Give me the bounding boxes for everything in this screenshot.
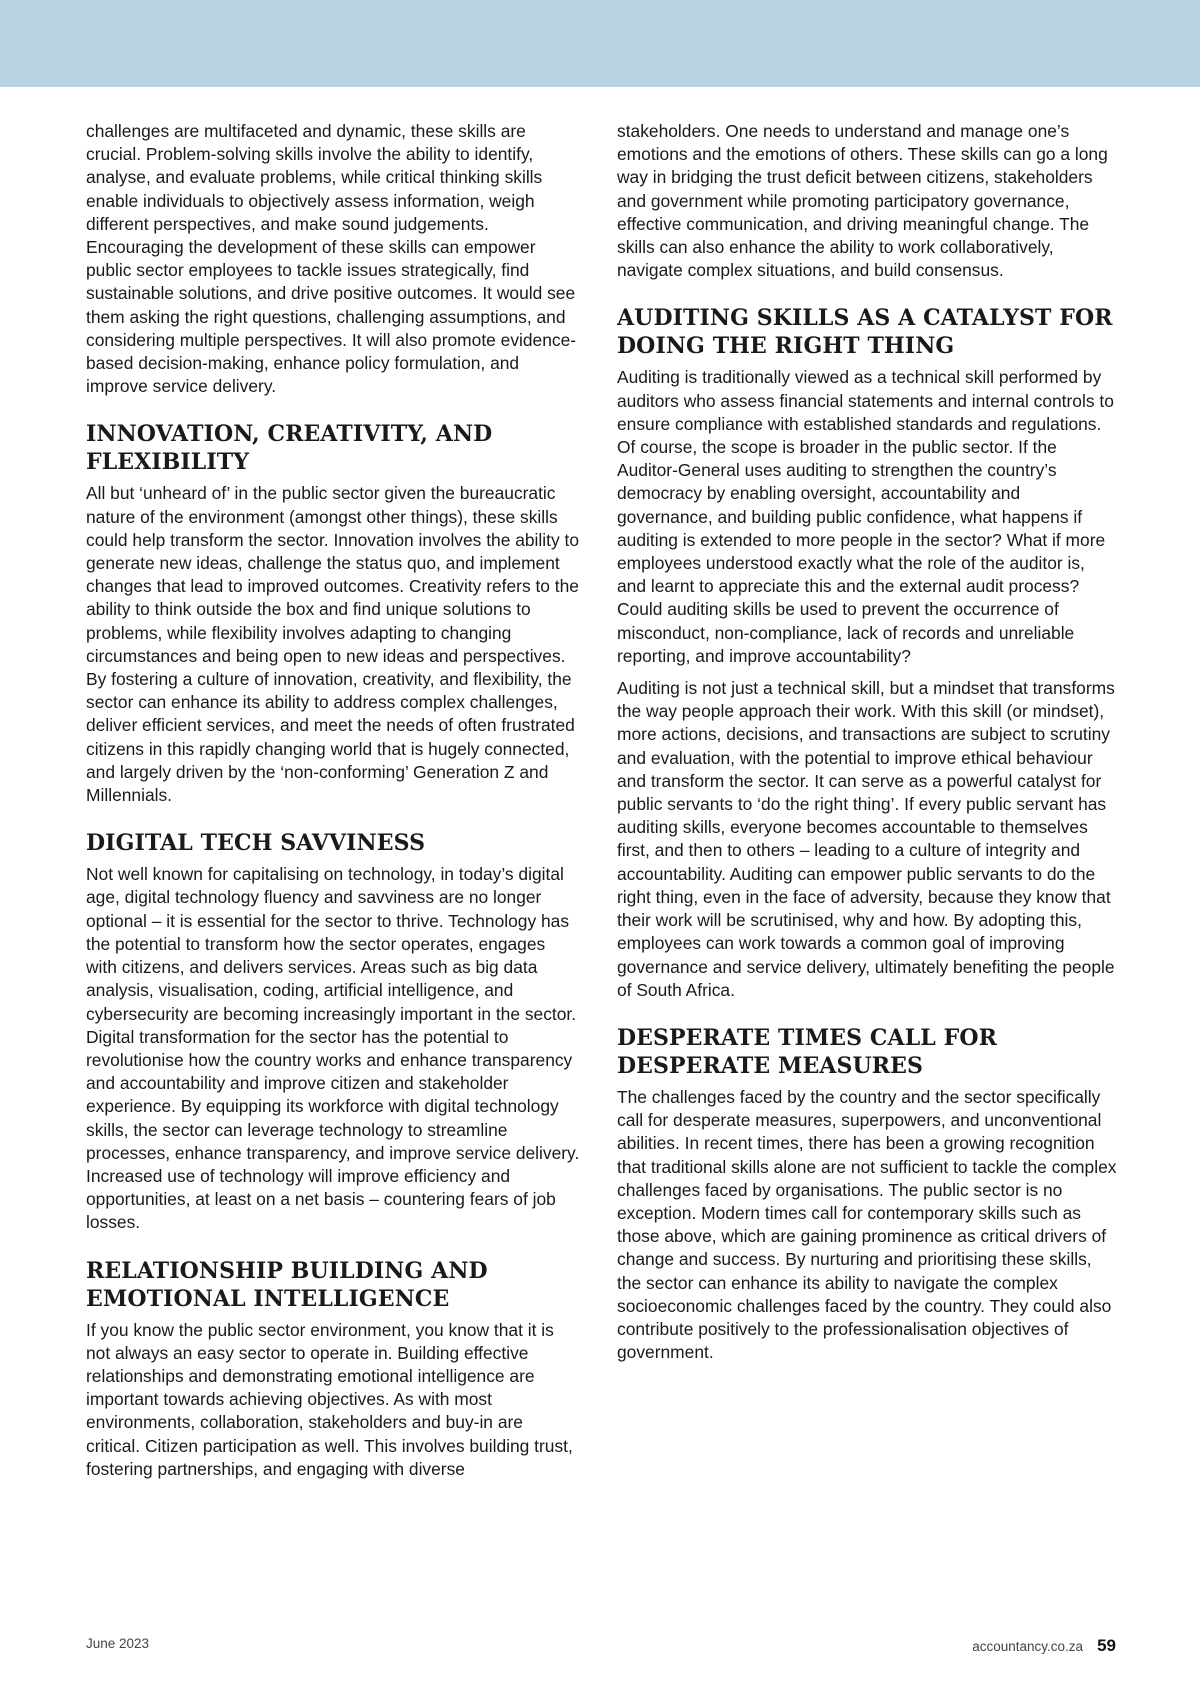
section-heading-innovation: INNOVATION, CREATIVITY, AND FLEXIBILITY xyxy=(86,421,493,476)
paragraph: stakeholders. One needs to understand and manage one’s emotions and the emotions of others. These skills can go a long way in bridging the trust deficit between citizens, stakeholders and government while promoting participatory governance, effective communication, and driving meaningful change. The skills can also enhance the ability to work collaboratively, navigate complex situations, and build consensus. xyxy=(617,121,1108,281)
section-heading-desperate-times: DESPERATE TIMES CALL FOR DESPERATE MEASURES xyxy=(617,1024,997,1079)
footer-right xyxy=(972,1636,1116,1656)
paragraph: If you know the public sector environment, you know that it is not always an easy sector to operate in. Building effective relationships and demonstrating emotional intelligence are important towards achieving objectives. As with most environments, collaboration, stakeholders and buy-in are critical. Citizen participation as well. This involves building trust, fostering partnerships, and engaging with diverse xyxy=(86,1319,573,1479)
footer-date: June 2023 xyxy=(86,1636,150,1651)
paragraph: The challenges faced by the country and the sector specifically call for desperate measures, superpowers, and unconventional abilities. In recent times, there has been a growing recognition that traditional skills alone are not sufficient to tackle the complex challenges faced by organisations. The public sector is no exception. Modern times call for contemporary skills such as those above, which are gaining prominence as critical drivers of change and success. By nurturing and prioritising these skills, the sector can enhance its ability to navigate the complex socioeconomic challenges faced by the country. They could also contribute positively to the professionalisation objectives of government. xyxy=(617,1086,1117,1363)
paragraph: Not well known for capitalising on technology, in today’s digital age, digital technology fluency and savviness are no longer optional – it is essential for the sector to thrive. Technology has the potential to transform how the sector operates, engages with citizens, and delivers services. Areas such as big data analysis, visualisation, coding, artificial intelligence, and cybersecurity are becoming increasingly important in the sector. Digital transformation for the sector has the potential to revolutionise how the country works and enhance transparency and accountability and improve citizen and stakeholder experience. By equipping its workforce with digital technology skills, the sector can leverage technology to streamline processes, enhance transparency, and improve service delivery. Increased use of technology will improve efficiency and opportunities, at least on a net basis – countering fears of job losses. xyxy=(86,864,580,1233)
page-number: 59 xyxy=(1097,1636,1116,1655)
left-column xyxy=(86,120,580,1490)
paragraph: All but ‘unheard of’ in the public sector given the bureaucratic nature of the environment (amongst other things), these skills could help transform the sector. Innovation involves the ability to generate new ideas, challenge the status quo, and implement changes that lead to improved outcomes. Creativity refers to the ability to think outside the box and find unique solutions to problems, while flexibility involves adapting to changing circumstances and being open to new ideas and perspectives. By fostering a culture of innovation, creativity, and flexibility, the sector can enhance its ability to address complex challenges, deliver efficient services, and meet the needs of often frustrated citizens in this rapidly changing world that is hugely connected, and largely driven by the ‘non-conforming’ Generation Z and Millennials. xyxy=(86,483,580,806)
right-column xyxy=(617,120,1117,1373)
paragraph: challenges are multifaceted and dynamic, these skills are crucial. Problem-solving skills involve the ability to identify, analyse, and evaluate problems, while critical thinking skills enable individuals to objectively assess information, weigh different perspectives, and make sound judgements. Encouraging the development of these skills can empower public sector employees to tackle issues strategically, find sustainable solutions, and drive positive outcomes. It would see them asking the right questions, challenging assumptions, and considering multiple perspectives. It will also promote evidence-based decision-making, enhance policy formulation, and improve service delivery. xyxy=(86,121,577,397)
section-heading-relationship-building: RELATIONSHIP BUILDING AND EMOTIONAL INTELLIGENCE xyxy=(86,1257,488,1312)
paragraph: Auditing is not just a technical skill, but a mindset that transforms the way people approach their work. With this skill (or mindset), more actions, decisions, and transactions are subject to scrutiny and evaluation, with the potential to improve ethical behaviour and transform the sector. It can serve as a powerful catalyst for public servants to ‘do the right thing’. If every public servant has auditing skills, everyone becomes accountable to themselves first, and then to others – leading to a culture of integrity and accountability. Auditing can empower public servants to do the right thing, even in the face of adversity, because they know that their work will be scrutinised, why and how. By adopting this, employees can work towards a common goal of improving governance and service delivery, ultimately benefiting the people of South Africa. xyxy=(617,678,1115,1000)
paragraph: Auditing is traditionally viewed as a technical skill performed by auditors who assess financial statements and internal controls to ensure compliance with established standards and regulations. Of course, the scope is broader in the public sector. If the Auditor-General uses auditing to strengthen the country’s democracy by enabling oversight, accountability and governance, and building public confidence, what happens if auditing is extended to more people in the sector? What if more employees understood exactly what the role of the auditor is, and learnt to appreciate this and the external audit process? Could auditing skills be used to prevent the occurrence of misconduct, non-compliance, lack of records and unreliable reporting, and improve accountability? xyxy=(617,367,1114,666)
section-heading-digital-tech: DIGITAL TECH SAVVINESS xyxy=(86,830,426,857)
top-color-band xyxy=(0,0,1200,87)
section-heading-auditing-skills: AUDITING SKILLS AS A CATALYST FOR DOING THE RIGHT THING xyxy=(617,305,1113,360)
footer-website: accountancy.co.za xyxy=(972,1639,1084,1654)
